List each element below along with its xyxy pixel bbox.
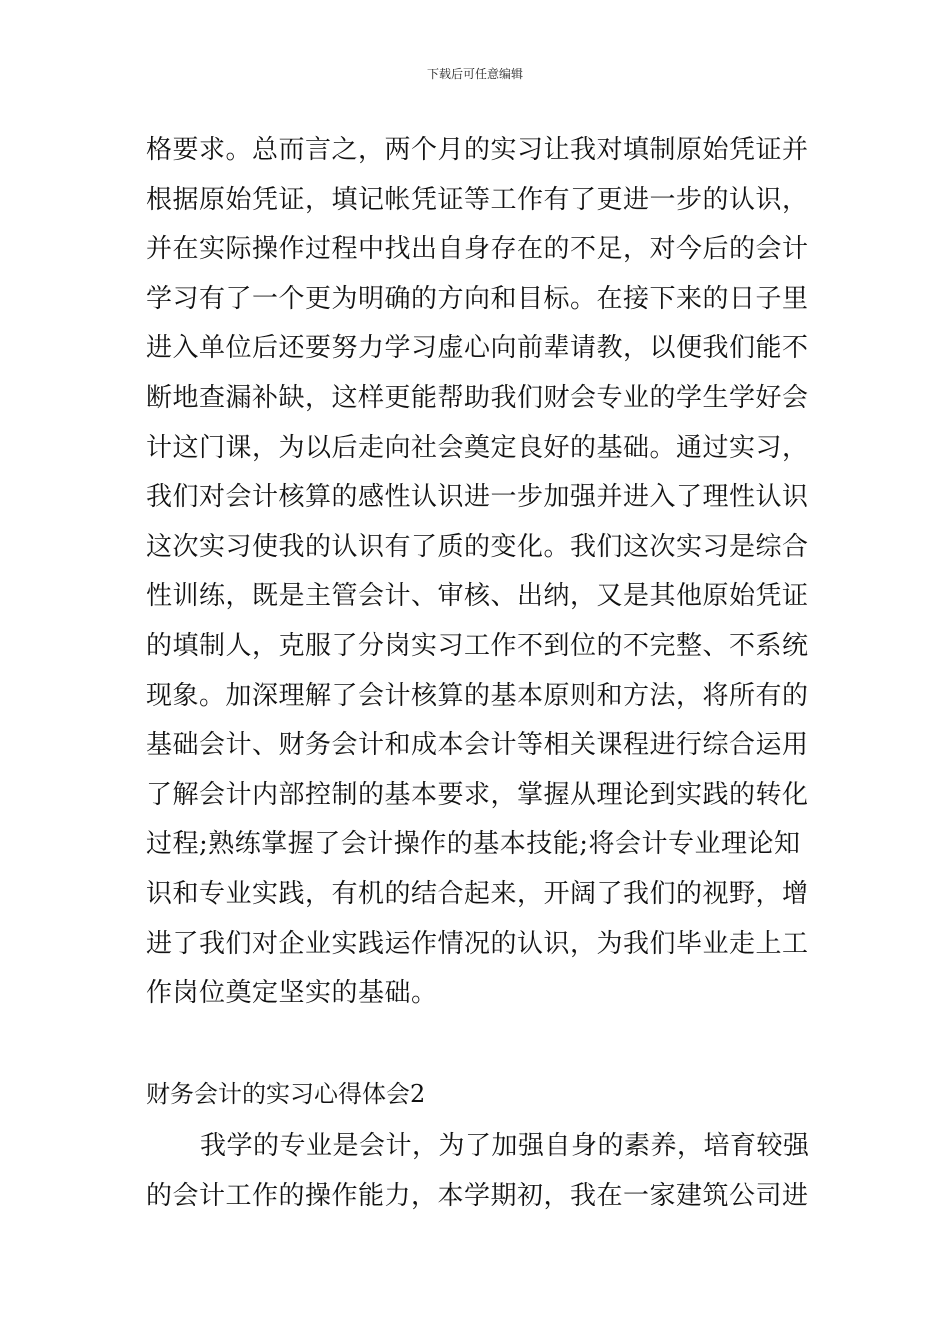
- text-line: 这次实习使我的认识有了质的变化。我们这次实习是综合: [146, 531, 809, 562]
- text-line: 我们对会计核算的感性认识进一步加强并进入了理性认识: [146, 482, 809, 513]
- text-line: 进入单位后还要努力学习虚心向前辈请教，以便我们能不: [146, 333, 809, 364]
- paragraph-1: [146, 126, 816, 1019]
- text-line: 学习有了一个更为明确的方向和目标。在接下来的日子里: [146, 283, 809, 314]
- text-line: 作岗位奠定坚实的基础。: [146, 978, 438, 1009]
- text-line: 格要求。总而言之，两个月的实习让我对填制原始凭证并: [146, 135, 809, 165]
- section-heading: 财务会计的实习心得体会2: [146, 1080, 426, 1108]
- text-line: 的填制人，克服了分岗实习工作不到位的不完整、不系统: [146, 630, 809, 661]
- text-line: 计这门课，为以后走向社会奠定良好的基础。通过实习，: [146, 432, 809, 463]
- text-line: 现象。加深理解了会计核算的基本原则和方法，将所有的: [146, 680, 809, 711]
- text-line: 进了我们对企业实践运作情况的认识，为我们毕业走上工: [146, 928, 809, 959]
- text-line: 根据原始凭证，填记帐凭证等工作有了更进一步的认识，: [146, 184, 809, 215]
- text-line: 过程;熟练掌握了会计操作的基本技能;将会计专业理论知: [146, 829, 801, 860]
- text-line: 基础会计、财务会计和成本会计等相关课程进行综合运用: [146, 730, 809, 761]
- paragraph-2: [146, 1122, 816, 1221]
- text-line: 我学的专业是会计，为了加强自身的素养，培育较强: [200, 1131, 810, 1161]
- text-line: 了解会计内部控制的基本要求，掌握从理论到实践的转化: [146, 779, 809, 810]
- page-header: 下载后可任意编辑: [426, 67, 523, 81]
- text-line: 断地查漏补缺，这样更能帮助我们财会专业的学生学好会: [146, 382, 809, 413]
- text-line: 性训练，既是主管会计、审核、出纳，又是其他原始凭证: [146, 581, 809, 612]
- text-line: 并在实际操作过程中找出自身存在的不足，对今后的会计: [146, 234, 809, 265]
- text-line: 识和专业实践，有机的结合起来，开阔了我们的视野，增: [146, 878, 809, 909]
- text-line: 的会计工作的操作能力，本学期初，我在一家建筑公司进: [146, 1180, 809, 1211]
